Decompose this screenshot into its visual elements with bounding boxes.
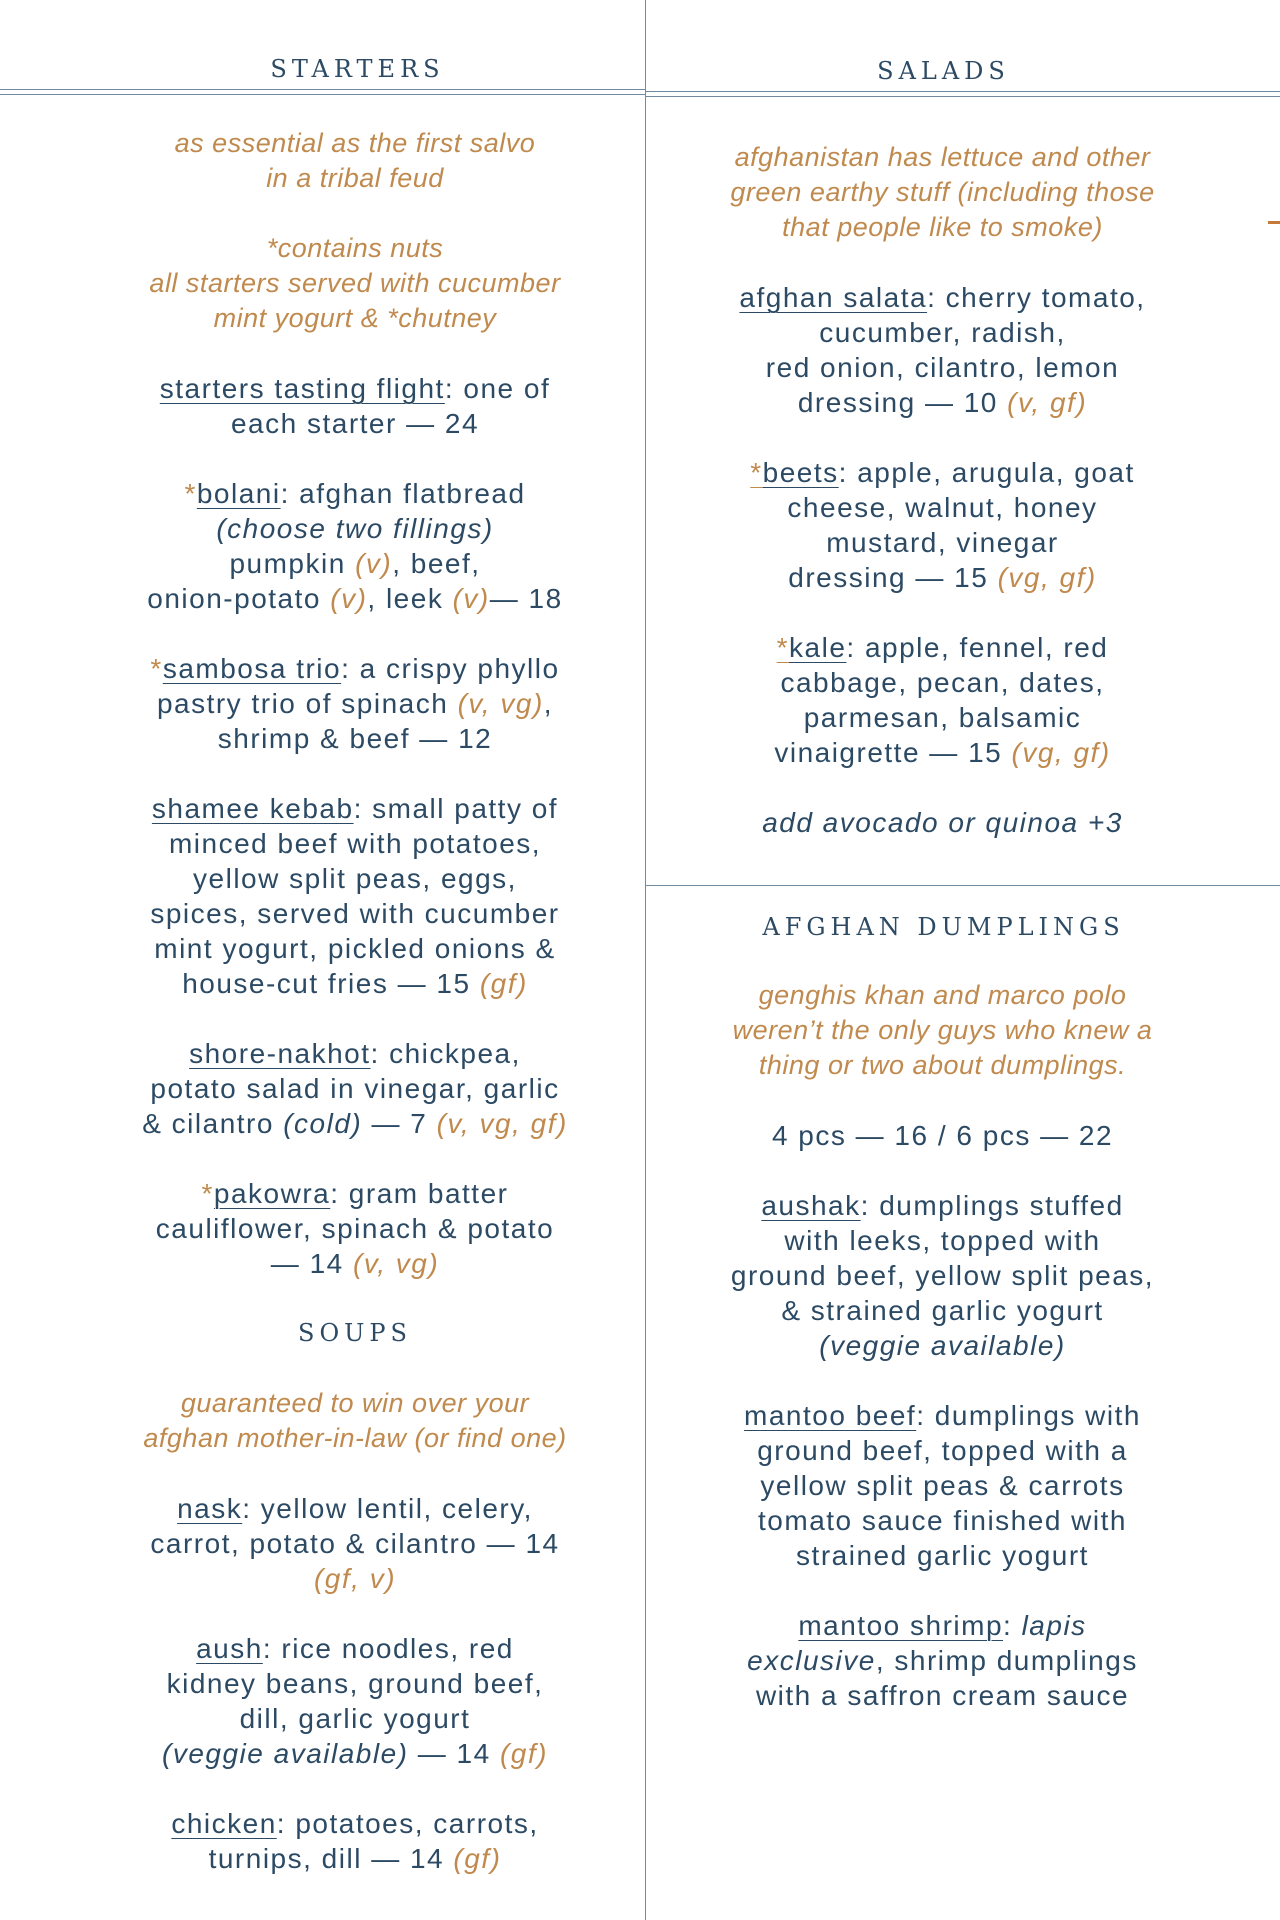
left-column — [90, 126, 620, 1911]
menu-item-mantoo-shrimp: mantoo shrimp: lapis exclusive, shrimp dumplings with a saffron cream sauce — [747, 1610, 1138, 1711]
menu-item-chicken: chicken: potatoes, carrots, turnips, dill — 14 (gf) — [171, 1808, 539, 1874]
item-name: mantoo shrimp — [798, 1610, 1004, 1641]
salads-rule — [646, 91, 1280, 97]
menu-item-aushak: aushak: dumplings stuffed with leeks, topped with ground beef, yellow split peas, & strained garlic yogurt (veggie available) — [730, 1190, 1155, 1361]
dumplings-price: 4 pcs — 16 / 6 pcs — 22 — [771, 1120, 1114, 1151]
menu-item-shamee-kebab: shamee kebab: small patty of minced beef with potatoes, yellow split peas, eggs, spices, served with cucumber mint yogurt, pickled onions & house-cut fries — 15 (gf) — [150, 793, 560, 999]
menu-item-shore-nakhot: shore-nakhot: chickpea, potato salad in vinegar, garlic & cilantro (cold) — 7 (v, vg, gf) — [142, 1038, 568, 1139]
menu-item-afghan-salata: afghan salata: cherry tomato, cucumber, radish, red onion, cilantro, lemon dressing — 10 (v, gf) — [739, 282, 1146, 418]
item-name: beets — [762, 457, 839, 488]
salads-addon: add avocado or quinoa +3 — [762, 807, 1123, 838]
menu-item-beets: *beets: apple, arugula, goat cheese, walnut, honey mustard, vinegar dressing — 15 (vg, gf) — [750, 457, 1135, 593]
menu-item-mantoo-beef: mantoo beef: dumplings with ground beef, topped with a yellow split peas & carrots tomato sauce finished with strained garlic yogurt — [744, 1400, 1141, 1571]
item-name: bolani — [196, 478, 281, 509]
item-name: shore-nakhot — [189, 1038, 371, 1069]
menu-item-bolani: *bolani: afghan flatbread (choose two fillings) pumpkin (v), beef, onion-potato (v), leek (v)— 18 — [147, 478, 563, 614]
item-name: aush — [196, 1633, 263, 1664]
dumplings-heading: AFGHAN DUMPLINGS — [762, 913, 1125, 941]
salads-column — [670, 140, 1215, 875]
item-name: pakowra — [213, 1178, 331, 1209]
salads-tagline: afghanistan has lettuce and other green earthy stuff (including those that people like to smoke) — [730, 142, 1155, 242]
item-name: afghan salata — [739, 282, 928, 313]
starters-rule — [0, 89, 645, 95]
menu-item-kale: *kale: apple, fennel, red cabbage, pecan, dates, parmesan, balsamic vinaigrette — 15 (vg, gf) — [774, 632, 1111, 768]
item-name: mantoo beef — [744, 1400, 917, 1431]
menu-item-nask: nask: yellow lentil, celery, carrot, potato & cilantro — 14 (gf, v) — [150, 1493, 560, 1594]
dumplings-column — [670, 978, 1215, 1748]
item-name: shamee kebab — [151, 793, 354, 824]
menu-item-starters-flight: starters tasting flight: one of each starter — 24 — [159, 373, 551, 439]
menu-item-pakowra: *pakowra: gram batter cauliflower, spinach & potato — 14 (v, vg) — [155, 1178, 555, 1279]
item-name: nask — [177, 1493, 243, 1524]
starters-tagline: as essential as the first salvo in a tribal feud — [174, 128, 536, 193]
item-name: sambosa trio — [162, 653, 342, 684]
menu-item-aush: aush: rice noodles, red kidney beans, ground beef, dill, garlic yogurt (veggie available) — 14 (gf) — [162, 1633, 548, 1769]
starters-heading: STARTERS — [270, 55, 445, 83]
edge-mark — [1268, 221, 1280, 224]
salads-heading: SALADS — [877, 57, 1010, 85]
item-name: aushak — [761, 1190, 861, 1221]
soups-tagline: guaranteed to win over your afghan mother-in-law (or find one) — [143, 1388, 567, 1453]
dumplings-tagline: genghis khan and marco polo weren’t the only guys who knew a thing or two about dumplings. — [732, 980, 1153, 1080]
menu-item-sambosa: *sambosa trio: a crispy phyllo pastry trio of spinach (v, vg), shrimp & beef — 12 — [150, 653, 560, 754]
starters-note: *contains nuts all starters served with cucumber mint yogurt & *chutney — [149, 233, 561, 333]
item-name: chicken — [171, 1808, 277, 1839]
dumplings-divider — [646, 885, 1280, 886]
soups-heading: SOUPS — [298, 1319, 412, 1347]
item-name: starters tasting flight — [159, 373, 445, 404]
item-name: kale — [789, 632, 847, 663]
column-divider — [645, 0, 646, 1920]
